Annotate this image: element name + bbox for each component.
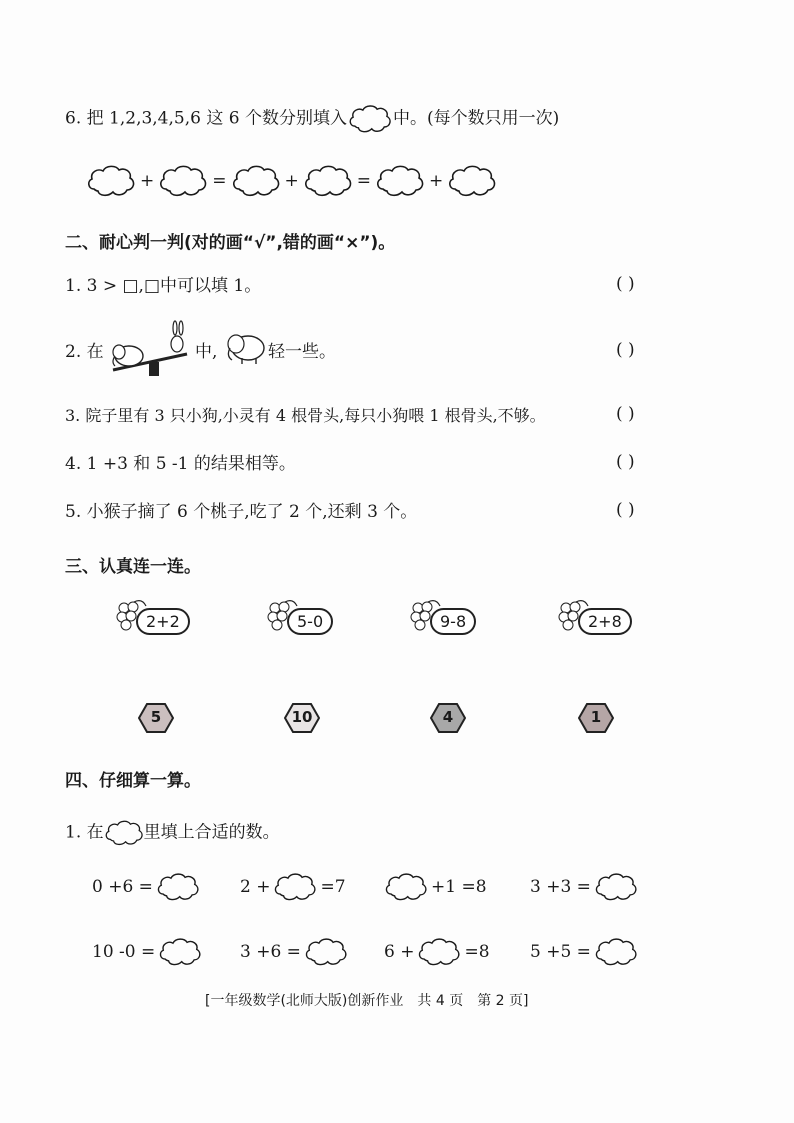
cloud-blank-icon[interactable]	[446, 163, 498, 199]
q6-equation	[85, 163, 498, 199]
equals-sign: =	[356, 171, 371, 191]
calc-6-plus-blank	[384, 935, 490, 969]
calc-text: 10 -0 =	[92, 942, 156, 962]
section4-q1-before: 1. 在	[65, 822, 104, 843]
cloud-blank-icon[interactable]	[302, 163, 354, 199]
calc-0-plus-6	[92, 870, 200, 904]
answer-paren-5[interactable]: ( )	[616, 500, 635, 520]
calc-text: 6 +	[384, 942, 415, 962]
cloud-blank-icon[interactable]	[417, 935, 461, 969]
cloud-blank-icon[interactable]	[157, 163, 209, 199]
calc-text: 3 +6 =	[240, 942, 301, 962]
judge-item-3: 3. 院子里有 3 只小狗,小灵有 4 根骨头,每只小狗喂 1 根骨头,不够。	[65, 406, 546, 425]
calc-text: 0 +6 =	[92, 877, 153, 897]
cloud-blank-icon[interactable]	[374, 163, 426, 199]
answer-paren-2[interactable]: ( )	[616, 340, 635, 360]
expression-5-minus-0[interactable]: 5-0	[287, 608, 333, 635]
judge-item-2	[65, 340, 104, 364]
q6-text-after: 中。(每个数只用一次)	[392, 108, 560, 129]
plus-sign: +	[284, 171, 299, 191]
judge-item-4: 4. 1 +3 和 5 -1 的结果相等。	[65, 454, 296, 474]
calc-text: =8	[464, 942, 490, 962]
section3-title: 三、认真连一连。	[65, 557, 201, 577]
seesaw-elephant-rabbit-icon	[107, 320, 193, 380]
q6-text-before: 6. 把 1,2,3,4,5,6 这 6 个数分别填入	[65, 108, 347, 129]
calc-blank-plus-1	[384, 870, 487, 904]
cloud-blank-icon[interactable]	[158, 935, 202, 969]
cloud-blank-icon[interactable]	[304, 935, 348, 969]
number-hexagon-5[interactable]: 5	[150, 708, 162, 726]
section4-q1-after: 里填上合适的数。	[143, 822, 280, 843]
expression-2-plus-2[interactable]: 2+2	[136, 608, 190, 635]
answer-paren-1[interactable]: ( )	[616, 274, 635, 294]
cloud-blank-icon[interactable]	[273, 870, 317, 904]
judge-item-2-before: 2. 在	[65, 342, 104, 362]
cloud-blank-icon[interactable]	[156, 870, 200, 904]
calc-2-plus-blank	[240, 870, 346, 904]
equals-sign: =	[212, 171, 227, 191]
cloud-blank-icon	[104, 818, 144, 848]
judge-item-5: 5. 小猴子摘了 6 个桃子,吃了 2 个,还剩 3 个。	[65, 502, 418, 522]
expression-9-minus-8[interactable]: 9-8	[430, 608, 476, 635]
calc-5-plus-5	[530, 935, 638, 969]
cloud-blank-icon[interactable]	[594, 935, 638, 969]
calc-3-plus-6	[240, 935, 348, 969]
cloud-blank-icon[interactable]	[594, 870, 638, 904]
calc-text: 2 +	[240, 877, 271, 897]
calc-3-plus-3	[530, 870, 638, 904]
answer-paren-4[interactable]: ( )	[616, 452, 635, 472]
answer-paren-3[interactable]: ( )	[616, 404, 635, 424]
number-hexagon-1[interactable]: 1	[590, 708, 602, 726]
cloud-blank-icon[interactable]	[230, 163, 282, 199]
q6-line	[65, 103, 559, 135]
calc-text: 3 +3 =	[530, 877, 591, 897]
section4-q1-line	[65, 818, 280, 848]
judge-item-2-after: 轻一些。	[268, 342, 336, 362]
section2-title: 二、耐心判一判(对的画“√”,错的画“×”)。	[65, 233, 396, 253]
elephant-icon	[224, 330, 268, 366]
cloud-blank-icon[interactable]	[85, 163, 137, 199]
judge-item-2-middle: 中,	[195, 342, 218, 362]
section4-title: 四、仔细算一算。	[65, 771, 201, 791]
cloud-blank-icon	[347, 103, 393, 135]
calc-text: =7	[320, 877, 346, 897]
cloud-blank-icon[interactable]	[384, 870, 428, 904]
calc-10-minus-0	[92, 935, 202, 969]
expression-2-plus-8[interactable]: 2+8	[578, 608, 632, 635]
calc-text: 5 +5 =	[530, 942, 591, 962]
judge-item-1: 1. 3 > □,□中可以填 1。	[65, 276, 262, 296]
page-footer: [一年级数学(北师大版)创新作业 共 4 页 第 2 页]	[205, 993, 529, 1009]
plus-sign: +	[140, 171, 155, 191]
calc-text: +1 =8	[431, 877, 487, 897]
number-hexagon-10[interactable]: 10	[291, 708, 313, 726]
plus-sign: +	[429, 171, 444, 191]
number-hexagon-4[interactable]: 4	[442, 708, 454, 726]
